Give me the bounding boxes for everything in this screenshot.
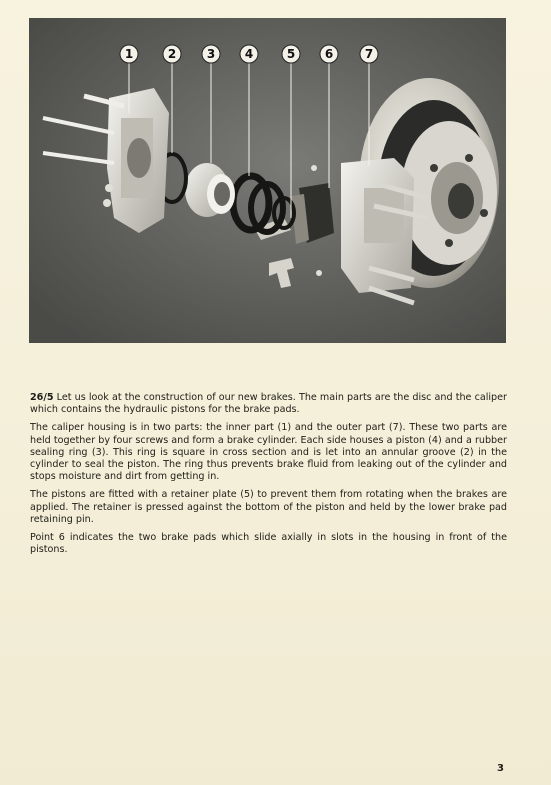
brake-exploded-photo xyxy=(29,18,506,343)
callout-3: 3 xyxy=(206,47,216,61)
paragraph-2: The caliper housing is in two parts: the inner part (1) and the outer part (7). These two parts are held together by four screws and form a brake cylinder. Each side houses a piston (4) and a rubber sealing ring (3). This ring is square in cross section and is let into an annular groove (2) in the cylinder to seal the piston. The ring thus prevents brake fluid from leaking out of the cylinder and stops moisture and dirt from getting in. xyxy=(30,422,507,483)
paragraph-1-text: Let us look at the construction of our new brakes. The main parts are the disc and the caliper which contains the hydraulic pistons for the brake pads. xyxy=(30,392,507,416)
body-text xyxy=(30,392,507,562)
callout-6: 6 xyxy=(324,47,334,61)
brake-illustration xyxy=(29,18,506,343)
callout-1: 1 xyxy=(124,47,134,61)
hub-center xyxy=(448,183,474,219)
paragraph-1 xyxy=(30,392,507,416)
callout-2: 2 xyxy=(167,47,177,61)
callout-5: 5 xyxy=(286,47,296,61)
page-number: 3 xyxy=(497,763,504,774)
paragraph-3: The pistons are fitted with a retainer plate (5) to prevent them from rotating when the brakes are applied. The retainer is pressed against the bottom of the piston and held by the lower brake pad retaining pin. xyxy=(30,489,507,525)
callout-7: 7 xyxy=(364,47,374,61)
paragraph-4: Point 6 indicates the two brake pads which slide axially in slots in the housing in front of the pistons. xyxy=(30,532,507,556)
figure-number: 26/5 xyxy=(30,392,54,403)
callout-4: 4 xyxy=(244,47,254,61)
